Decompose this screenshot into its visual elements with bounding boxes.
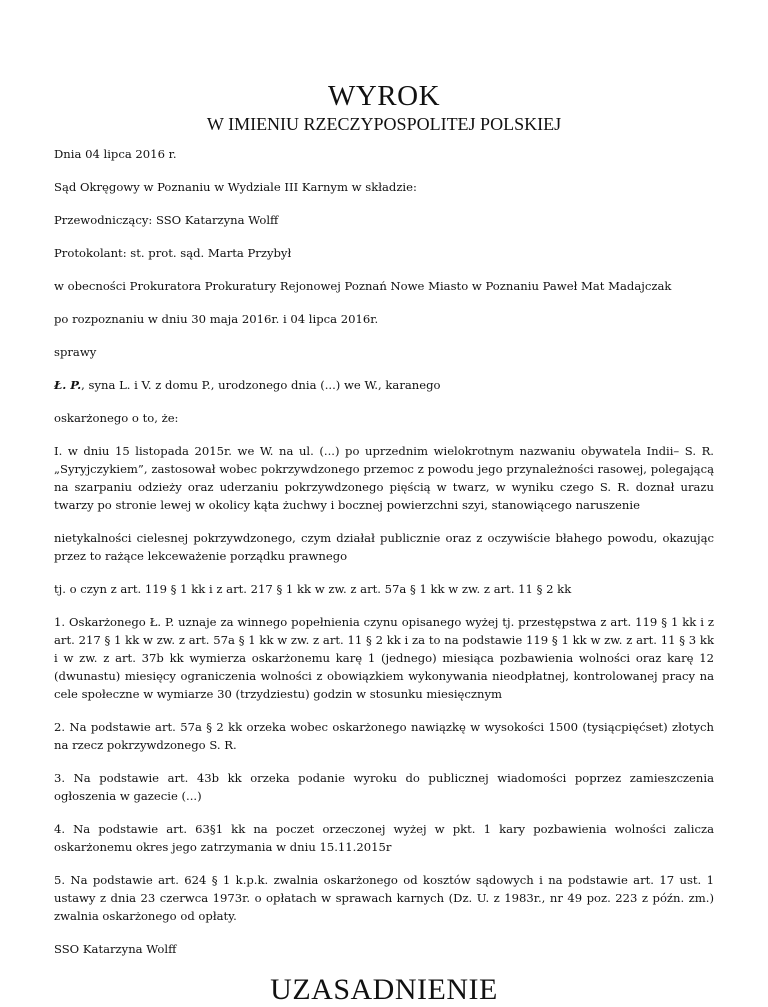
verdict-point-5: 5. Na podstawie art. 624 § 1 k.p.k. zwalnia oskarżonego od kosztów sądowych i na podstawie art. 17 ust. 1 ustawy z dnia 23 czerwca 1973r. o opłatach w sprawach karnych (Dz. U. z 1983r., nr 49 poz. 223 z późn. zm.) zwalnia oskarżonego od opłaty. bbox=[54, 873, 714, 923]
verdict-point-1: 1. Oskarżonego Ł. P. uznaje za winnego popełnienia czynu opisanego wyżej tj. przestępstwa z art. 119 § 1 kk i z art. 217 § 1 kk w zw. z art. 57a § 1 kk w zw. z art. 11 § 2 kk i za to na podstawie 119 § 1 kk w zw. z art. 11 § 3 kk i w zw. z art. 37b kk wymierza oskarżonemu karę 1 (jednego) miesiąca pozbawienia wolności oraz karę 12 (dwunastu) miesięcy ograniczenia wolności z obowiązkiem wykonywania nieodpłatnej, kontrolowanej pracy na cele społeczne w wymiarze 30 (trzydziestu) godzin w stosunku miesięcznym bbox=[54, 615, 714, 701]
clerk-line: Protokolant: st. prot. sąd. Marta Przybył bbox=[54, 246, 292, 260]
accused-of-line: oskarżonego o to, że: bbox=[54, 411, 179, 425]
defendant-name: Ł. P. bbox=[54, 378, 82, 392]
document-title: WYROK bbox=[327, 80, 441, 112]
document-subtitle: W IMIENIU RZECZYPOSPOLITEJ POLSKIEJ bbox=[206, 114, 562, 134]
defendant-details: , syna L. i V. z domu P., urodzonego dnia (...) we W., karanego bbox=[81, 378, 441, 392]
chair-line: Przewodniczący: SSO Katarzyna Wolff bbox=[54, 213, 279, 227]
prosecutor-line: w obecności Prokuratora Prokuratury Rejonowej Poznań Nowe Miasto w Poznaniu Paweł Mat Madajczak bbox=[54, 279, 672, 293]
verdict-point-2: 2. Na podstawie art. 57a § 2 kk orzeka wobec oskarżonego nawiązkę w wysokości 1500 (tysiącpięćset) złotych na rzecz pokrzywdzonego S. R. bbox=[54, 720, 714, 752]
document-page bbox=[54, 80, 714, 1007]
hearing-line: po rozpoznaniu w dniu 30 maja 2016r. i 04 lipca 2016r. bbox=[54, 312, 379, 326]
date-line: Dnia 04 lipca 2016 r. bbox=[54, 147, 177, 161]
verdict-point-3: 3. Na podstawie art. 43b kk orzeka podanie wyroku do publicznej wiadomości poprzez zamieszczenia ogłoszenia w gazecie (...) bbox=[54, 771, 714, 803]
defendant-line bbox=[54, 376, 714, 394]
charge-continuation: nietykalności cielesnej pokrzywdzonego, czym działał publicznie oraz z oczywiście błahego powodu, okazując przez to rażące lekceważenie porządku prawnego bbox=[54, 531, 714, 563]
signature-line: SSO Katarzyna Wolff bbox=[54, 942, 177, 956]
justification-title: UZASADNIENIE bbox=[270, 973, 498, 1006]
verdict-point-4: 4. Na podstawie art. 63§1 kk na poczet orzeczonej wyżej w pkt. 1 kary pozbawienia wolności zalicza oskarżonemu okres jego zatrzymania w dniu 15.11.2015r bbox=[54, 822, 714, 854]
legal-basis-line: tj. o czyn z art. 119 § 1 kk i z art. 217 § 1 kk w zw. z art. 57a § 1 kk w zw. z art. 11 § 2 kk bbox=[54, 582, 572, 596]
case-label: sprawy bbox=[54, 345, 97, 359]
court-line: Sąd Okręgowy w Poznaniu w Wydziale III Karnym w składzie: bbox=[54, 180, 417, 194]
charge-paragraph: I. w dniu 15 listopada 2015r. we W. na ul. (...) po uprzednim wielokrotnym nazwaniu obywatela Indii– S. R. „Syryjczykiem”, zastosował wobec pokrzywdzonego przemoc z powodu jego przynależności rasowej, polegającą na szarpaniu odzieży oraz uderzaniu pokrzywdzonego pięścią w twarz, w wyniku czego S. R. doznał urazu twarzy po stronie lewej w okolicy kąta żuchwy i bocznej powierzchni szyi, stanowiącego naruszenie bbox=[54, 444, 714, 512]
